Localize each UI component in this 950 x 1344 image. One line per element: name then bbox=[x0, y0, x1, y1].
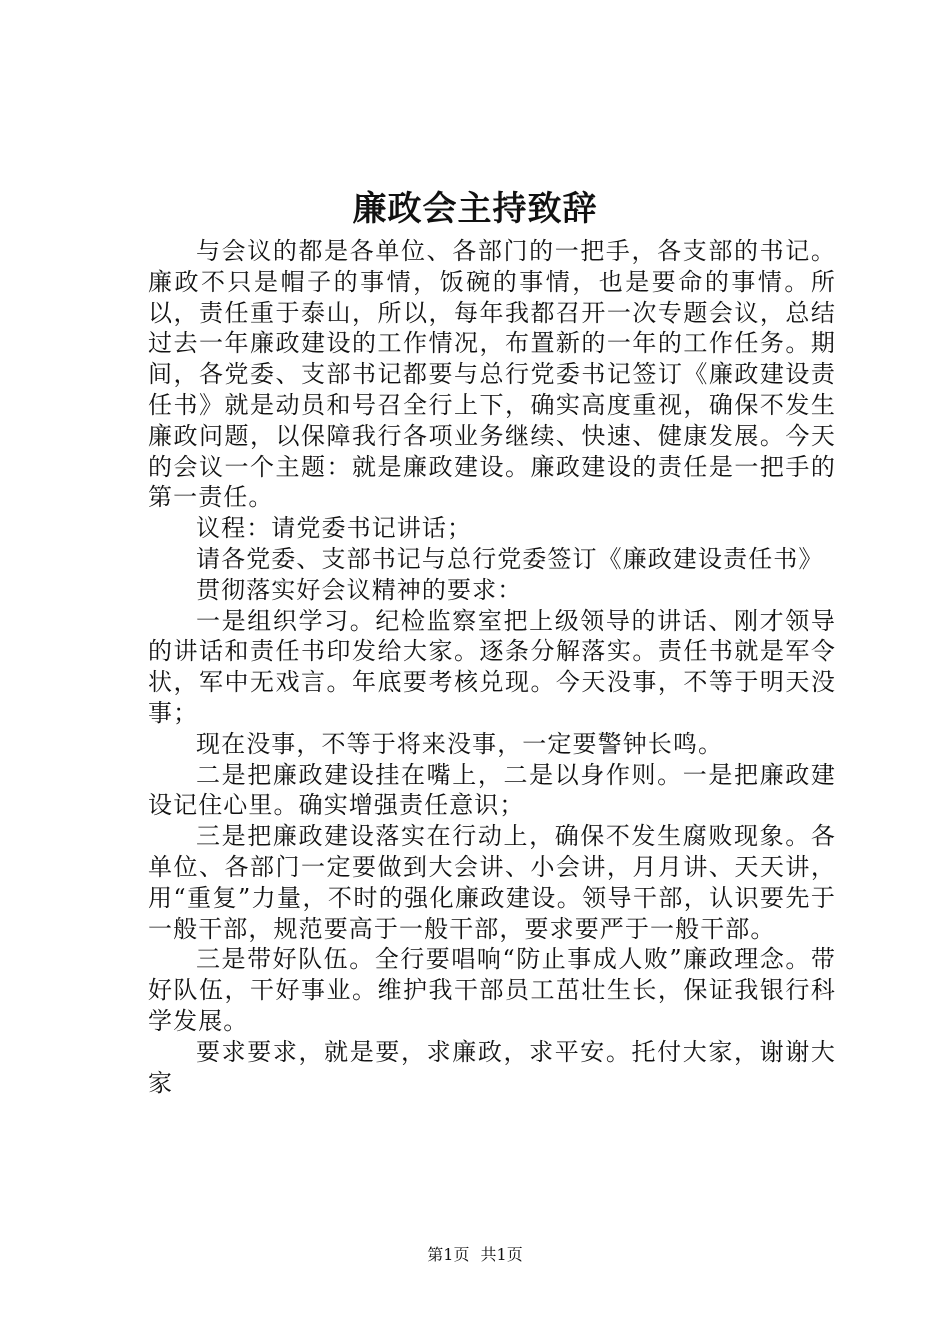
paragraph: 二是把廉政建设挂在嘴上，二是以身作则。一是把廉政建设记住心里。确实增强责任意识； bbox=[148, 760, 836, 820]
paragraph: 三是把廉政建设落实在行动上，确保不发生腐败现象。各单位、各部门一定要做到大会讲、小会讲，月月讲、天天讲，用“重复”力量，不时的强化廉政建设。领导干部，认识要先于一般干部，规范要高于一般干部，要求要严于一般干部。 bbox=[148, 822, 836, 943]
paragraph: 与会议的都是各单位、各部门的一把手，各支部的书记。廉政不只是帽子的事情，饭碗的事情，也是要命的事情。所以，责任重于泰山，所以，每年我都召开一次专题会议，总结过去一年廉政建设的工作情况，布置新的一年的工作任务。期间，各党委、支部书记都要与总行党委书记签订《廉政建设责任书》就是动员和号召全行上下，确实高度重视，确保不发生廉政问题，以保障我行各项业务继续、快速、健康发展。今天的会议一个主题：就是廉政建设。廉政建设的责任是一把手的第一责任。 bbox=[148, 237, 836, 512]
paragraph: 贯彻落实好会议精神的要求： bbox=[196, 575, 523, 604]
document-title: 廉政会主持致辞 bbox=[352, 189, 598, 229]
page-footer bbox=[0, 1244, 950, 1266]
paragraph: 现在没事，不等于将来没事，一定要警钟长鸣。 bbox=[196, 729, 724, 758]
page-total: 共1页 bbox=[480, 1245, 523, 1264]
paragraph: 要求要求，就是要，求廉政，求平安。托付大家，谢谢大家 bbox=[148, 1037, 836, 1097]
page-number: 第1页 bbox=[427, 1245, 470, 1264]
paragraph: 一是组织学习。纪检监察室把上级领导的讲话、刚才领导的讲话和责任书印发给大家。逐条分解落实。责任书就是军令状，军中无戏言。年底要考核兑现。今天没事，不等于明天没事； bbox=[148, 606, 836, 727]
paragraph: 三是带好队伍。全行要唱响“防止事成人败”廉政理念。带好队伍，干好事业。维护我干部员工茁壮生长，保证我银行科学发展。 bbox=[148, 945, 836, 1035]
document-body bbox=[148, 236, 836, 1098]
paragraph: 请各党委、支部书记与总行党委签订《廉政建设责任书》 bbox=[196, 544, 824, 573]
paragraph: 议程：请党委书记讲话； bbox=[196, 514, 473, 543]
